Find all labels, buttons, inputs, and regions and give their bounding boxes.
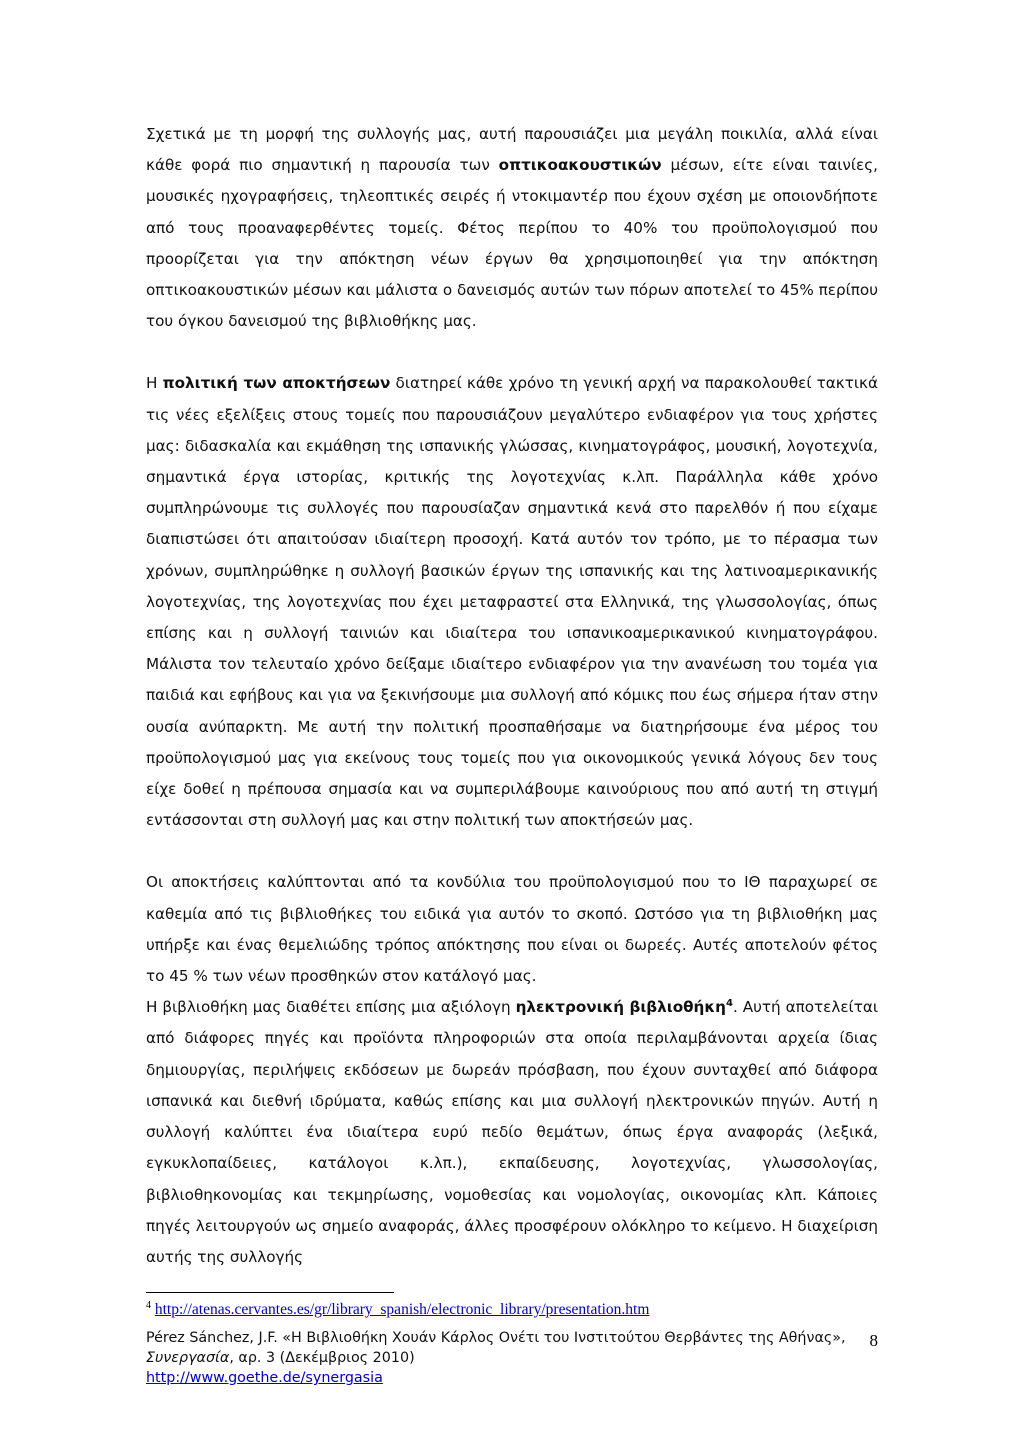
- footer-link-line: [146, 1368, 878, 1388]
- paragraph-funding: [146, 867, 878, 992]
- paragraph-text: Οι αποκτήσεις καλύπτονται από τα κονδύλια του προϋπολογισμού που το ΙΘ παραχωρεί σε καθεμία από τις βιβλιοθήκες του ειδικά για αυτόν το σκοπό. Ωστόσο για τη βιβλιοθήκη μας υπήρξε και ένας θεμελιώδης τρόπος απόκτησης που είναι οι δωρεές. Αυτές αποτελούν φέτος το 45 % των νέων προσθηκών στον κατάλογό μας.: [146, 873, 878, 986]
- citation-line: Pérez Sánchez, J.F. «Η Βιβλιοθήκη Χουάν Κάρλος Ονέτι του Ινστιτούτου Θερβάντες της Αθήνας»,: [146, 1330, 846, 1346]
- page-number: 8: [869, 1331, 878, 1350]
- page-footer: [146, 1328, 878, 1388]
- footnote: [146, 1300, 649, 1320]
- paragraph-text: Η βιβλιοθήκη μας διαθέτει επίσης μια αξιόλογη: [146, 998, 516, 1017]
- issue-text: , αρ. 3 (Δεκέμβριος 2010): [229, 1350, 415, 1366]
- citation-issue-line: [146, 1348, 878, 1368]
- paragraph-text: μέσων, είτε είναι ταινίες, μουσικές ηχογραφήσεις, τηλεοπτικές σειρές ή ντοκιμαντέρ που έχουν σχέση με οποιονδήποτε από τους προαναφερθέντες τομείς. Φέτος περίπου το 40% του προϋπολογισμού που προορίζεται για την απόκτηση νέων έργων θα χρησιμοποιηθεί για την απόκτηση οπτικοακουστικών μέσων και μάλιστα ο δανεισμός αυτών των πόρων αποτελεί το 45% περίπου του όγκου δανεισμού της βιβλιοθήκης μας.: [146, 156, 879, 331]
- journal-link[interactable]: http://www.goethe.de/synergasia: [146, 1370, 383, 1386]
- paragraph-electronic-library: [146, 992, 878, 1273]
- footnote-separator: [146, 1292, 394, 1293]
- paragraph-audiovisual: [146, 119, 878, 337]
- footnote-reference[interactable]: 4: [725, 998, 733, 1010]
- bold-term-electronic-library: ηλεκτρονική βιβλιοθήκη: [515, 998, 726, 1017]
- paragraph-acquisitions-policy: [146, 368, 878, 836]
- paragraph-text: Η: [146, 374, 163, 393]
- body-text: [146, 119, 878, 1273]
- paragraph-text: . Αυτή αποτελείται από διάφορες πηγές και προϊόντα πληροφοριών στα οποία περιλαμβάνονται αρχεία ίδιας δημιουργίας, περιλήψεις εκδόσεων με δωρεάν πρόσβαση, που έχουν συνταχθεί από διάφορα ισπανικά και διεθνή ιδρύματα, καθώς επίσης και μια συλλογή ηλεκτρονικών πηγών. Αυτή η συλλογή καλύπτει ένα ιδιαίτερα ευρύ πεδίο θεμάτων, όπως έργα αναφοράς (λεξικά, εγκυκλοπαίδειες, κατάλογοι κ.λπ.), εκπαίδευσης, λογοτεχνίας, γλωσσολογίας, βιβλιοθηκονομίας και τεκμηρίωσης, νομοθεσίας και νομολογίας, οικονομίας κλπ. Κάποιες πηγές λειτουργούν ως σημείο αναφοράς, άλλες προσφέρουν ολόκληρο το κείμενο. Η διαχείριση αυτής της συλλογής: [146, 998, 878, 1266]
- bold-term-acquisitions-policy: πολιτική των αποκτήσεων: [162, 374, 391, 393]
- paragraph-text: διατηρεί κάθε χρόνο τη γενική αρχή να παρακολουθεί τακτικά τις νέες εξελίξεις στους τομείς που παρουσιάζουν μεγαλύτερο ενδιαφέρον για τους χρήστες μας: διδασκαλία και εκμάθηση της ισπανικής γλώσσας, κινηματογράφος, μουσική, λογοτεχνία, σημαντικά έργα ιστορίας, κριτικής της λογοτεχνίας κ.λπ. Παράλληλα κάθε χρόνο συμπληρώνουμε τις συλλογές που παρουσίαζαν σημαντικά κενά στο παρελθόν ή που είχαμε διαπιστώσει ότι απαιτούσαν ιδιαίτερη προσοχή. Κατά αυτόν τον τρόπο, με το πέρασμα των χρόνων, συμπληρώθηκε η συλλογή βασικών έργων της ισπανικής και της λατινοαμερικανικής λογοτεχνίας, της λογοτεχνίας που έχει μεταφραστεί στα Ελληνικά, της γλωσσολογίας, όπως επίσης και η συλλογή ταινιών και ιδιαίτερα του ισπανικοαμερικανικού κινηματογράφου. Μάλιστα τον τελευταίο χρόνο δείξαμε ιδιαίτερο ενδιαφέρον για την ανανέωση του τομέα για παιδιά και εφήβους και για να ξεκινήσουμε μια συλλογή από κόμικς που έως σήμερα ήταν στην ουσία ανύπαρκτη. Με αυτή την πολιτική προσπαθήσαμε να διατηρήσουμε ένα μέρος του προϋπολογισμού μας για εκείνους τους τομείς που για οικονομικούς γενικά λόγους δεν τους είχε δοθεί η πρέπουσα σημασία και να συμπεριλάβουμε καινούριους που από αυτή τη στιγμή εντάσσονται στη συλλογή μας και στην πολιτική των αποκτήσεών μας.: [146, 374, 878, 830]
- bold-term-audiovisual: οπτικοακουστικών: [498, 156, 662, 175]
- journal-name: Συνεργασία: [146, 1350, 230, 1366]
- paragraph-text: Σχετικά με τη μορφή της συλλογής μας, αυτή παρουσιάζει μια μεγάλη ποικιλία, αλλά είναι κάθε φορά πιο σημαντική η παρουσία των: [146, 125, 878, 175]
- footnote-link[interactable]: http://atenas.cervantes.es/gr/library_spanish/electronic_library/presentation.htm: [154, 1301, 650, 1318]
- footnote-number: 4: [146, 1299, 151, 1311]
